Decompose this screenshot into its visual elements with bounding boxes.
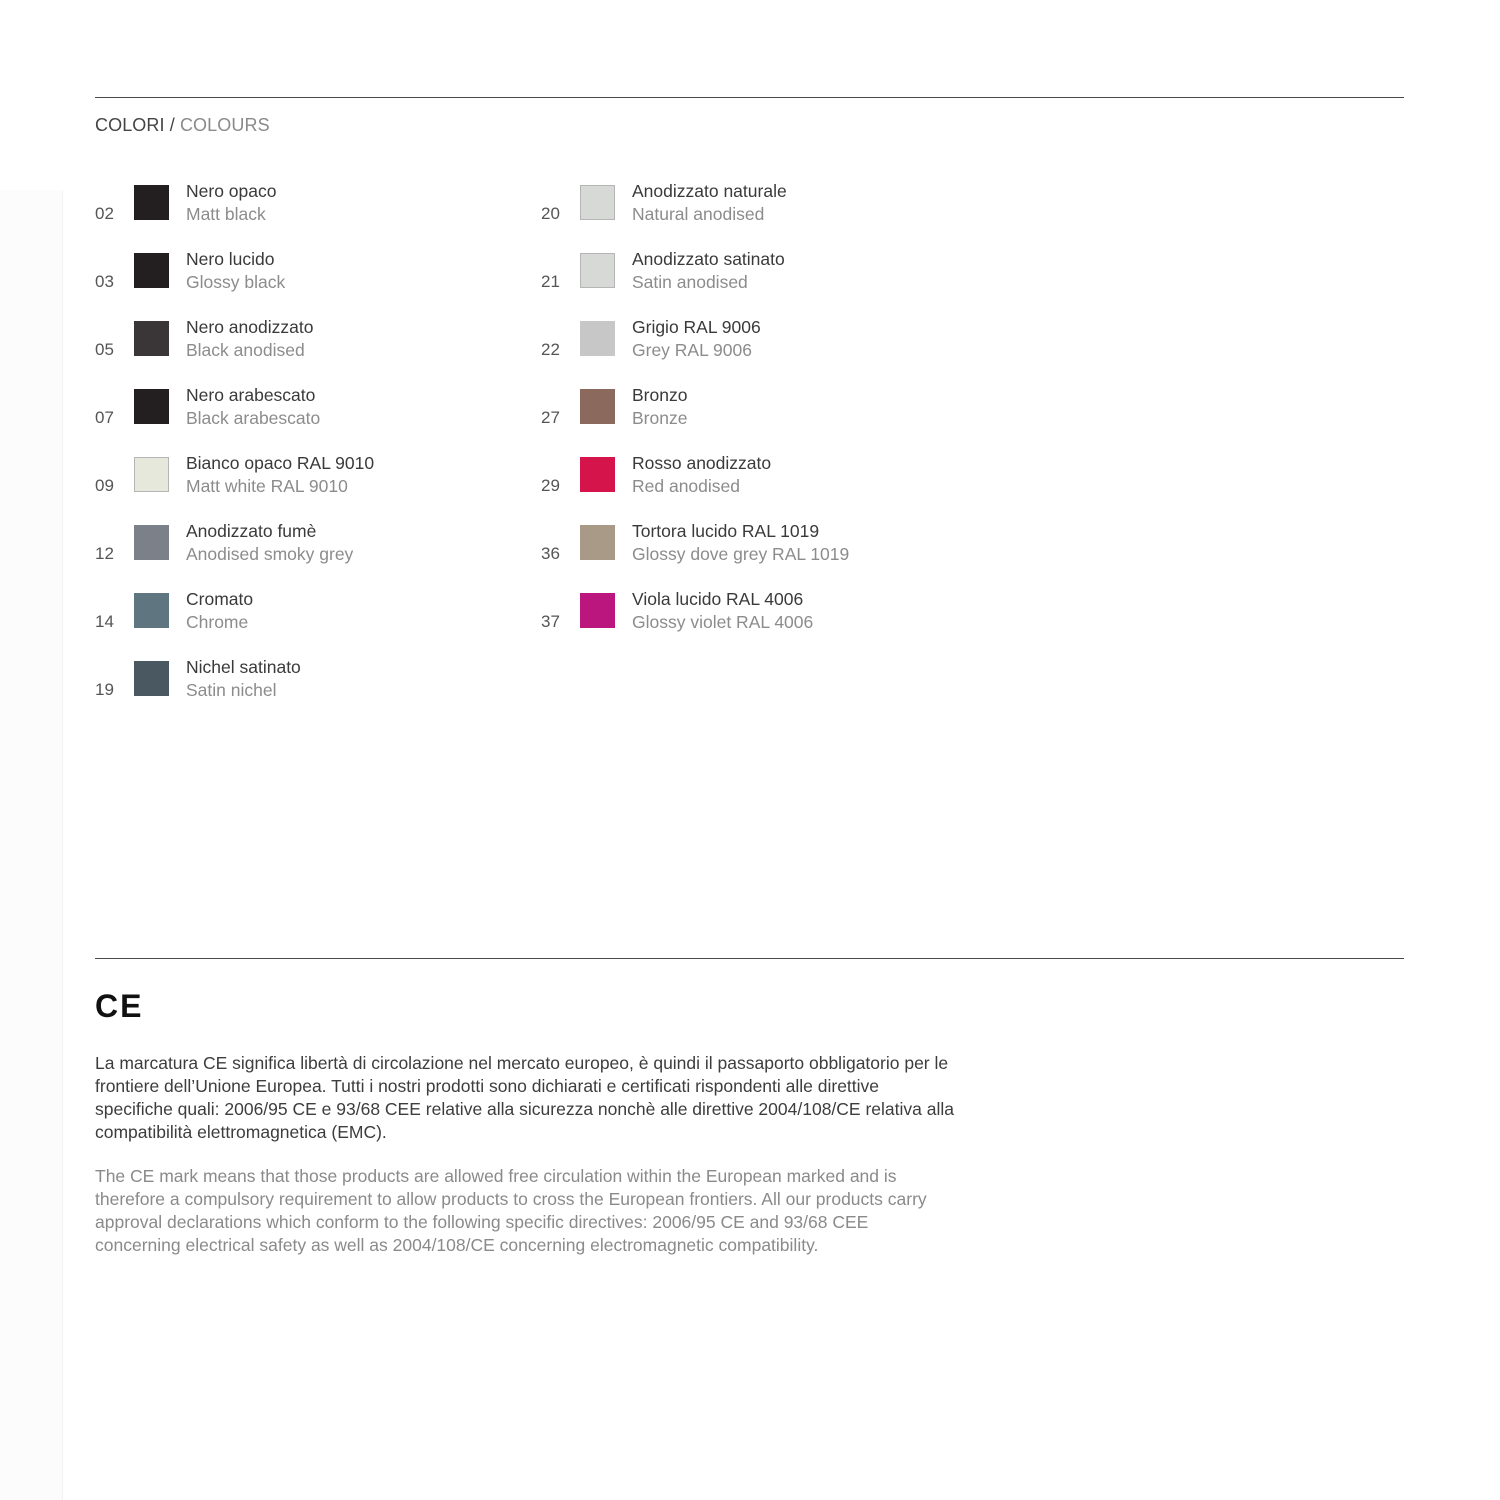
color-name-italian: Anodizzato satinato bbox=[632, 249, 785, 269]
color-name-english: Satin nichel bbox=[186, 680, 277, 700]
color-swatch bbox=[134, 661, 169, 696]
color-code: 20 bbox=[541, 204, 560, 223]
color-item bbox=[95, 316, 515, 384]
ce-description-italian: La marcatura CE significa libertà di circolazione nel mercato europeo, è quindi il passaporto obbligatorio per le frontiere dell’Unione Europea. Tutti i nostri prodotti sono dichiarati e certificati rispondenti alle direttive specifiche quali: 2006/95 CE e 93/68 CEE relative alla sicurezza nonchè alle direttive 2004/108/CE relativa alla compatibilità elettromagnetica (EMC). bbox=[95, 1053, 954, 1142]
color-name-italian: Nero arabescato bbox=[186, 385, 316, 405]
color-item bbox=[541, 452, 961, 520]
color-code: 27 bbox=[541, 408, 560, 427]
color-code: 03 bbox=[95, 272, 114, 291]
color-swatch bbox=[580, 321, 615, 356]
color-name-english: Black arabescato bbox=[186, 408, 321, 428]
color-item bbox=[541, 316, 961, 384]
color-swatch bbox=[134, 593, 169, 628]
color-code: 19 bbox=[95, 680, 114, 699]
color-swatch bbox=[580, 593, 615, 628]
color-name-english: Red anodised bbox=[632, 476, 740, 496]
color-name-english: Grey RAL 9006 bbox=[632, 340, 752, 360]
color-name-english: Anodised smoky grey bbox=[186, 544, 354, 564]
color-item bbox=[95, 452, 515, 520]
color-code: 07 bbox=[95, 408, 114, 427]
color-swatch bbox=[134, 457, 169, 492]
color-list-left bbox=[95, 180, 515, 724]
color-name-italian: Grigio RAL 9006 bbox=[632, 317, 761, 337]
page-edge-strip bbox=[0, 190, 63, 1500]
color-code: 14 bbox=[95, 612, 114, 631]
color-name-english: Glossy black bbox=[186, 272, 286, 292]
color-name-italian: Bianco opaco RAL 9010 bbox=[186, 453, 375, 473]
color-code: 05 bbox=[95, 340, 114, 359]
color-swatch bbox=[134, 525, 169, 560]
section-title-separator: / bbox=[169, 115, 175, 135]
color-item bbox=[95, 248, 515, 316]
color-code: 22 bbox=[541, 340, 560, 359]
color-item bbox=[541, 588, 961, 656]
color-item bbox=[541, 180, 961, 248]
color-code: 09 bbox=[95, 476, 114, 495]
color-item bbox=[541, 520, 961, 588]
bottom-divider bbox=[95, 958, 1404, 959]
color-swatch bbox=[134, 185, 169, 220]
color-item bbox=[95, 588, 515, 656]
color-code: 21 bbox=[541, 272, 560, 291]
color-item bbox=[95, 180, 515, 248]
color-name-english: Natural anodised bbox=[632, 204, 765, 224]
color-swatch bbox=[580, 525, 615, 560]
color-swatch bbox=[580, 457, 615, 492]
color-name-italian: Nichel satinato bbox=[186, 657, 301, 677]
color-list-right bbox=[541, 180, 961, 656]
color-code: 12 bbox=[95, 544, 114, 563]
color-item bbox=[95, 656, 515, 724]
color-item bbox=[541, 384, 961, 452]
color-item bbox=[95, 520, 515, 588]
color-name-english: Glossy dove grey RAL 1019 bbox=[632, 544, 850, 564]
color-name-italian: Rosso anodizzato bbox=[632, 453, 772, 473]
color-name-english: Black anodised bbox=[186, 340, 305, 360]
color-name-italian: Cromato bbox=[186, 589, 254, 609]
color-swatch bbox=[134, 321, 169, 356]
color-swatch bbox=[580, 389, 615, 424]
color-name-english: Chrome bbox=[186, 612, 249, 632]
section-title bbox=[95, 115, 270, 136]
color-name-english: Satin anodised bbox=[632, 272, 748, 292]
color-name-italian: Nero opaco bbox=[186, 181, 277, 201]
color-item bbox=[541, 248, 961, 316]
color-name-english: Bronze bbox=[632, 408, 688, 428]
color-name-italian: Anodizzato fumè bbox=[186, 521, 317, 541]
top-divider bbox=[95, 97, 1404, 98]
color-swatch bbox=[134, 253, 169, 288]
color-code: 29 bbox=[541, 476, 560, 495]
color-name-italian: Viola lucido RAL 4006 bbox=[632, 589, 804, 609]
color-code: 02 bbox=[95, 204, 114, 223]
color-swatch bbox=[580, 253, 615, 288]
color-name-italian: Tortora lucido RAL 1019 bbox=[632, 521, 820, 541]
section-title-italian: COLORI bbox=[95, 115, 165, 135]
section-title-english: COLOURS bbox=[179, 115, 270, 135]
color-name-italian: Nero lucido bbox=[186, 249, 275, 269]
color-swatch bbox=[134, 389, 169, 424]
color-name-english: Glossy violet RAL 4006 bbox=[632, 612, 814, 632]
color-item bbox=[95, 384, 515, 452]
color-name-english: Matt black bbox=[186, 204, 266, 224]
color-name-english: Matt white RAL 9010 bbox=[186, 476, 348, 496]
color-swatch bbox=[580, 185, 615, 220]
color-name-italian: Anodizzato naturale bbox=[632, 181, 787, 201]
color-name-italian: Nero anodizzato bbox=[186, 317, 314, 337]
color-code: 37 bbox=[541, 612, 560, 631]
ce-description-english: The CE mark means that those products are allowed free circulation within the European marked and is therefore a compulsory requirement to allow products to cross the European frontiers. All our products carry approval declarations which conform to the following specific directives: 2006/95 CE and 93/68 CEE concerning electrical safety as well as 2004/108/CE concerning electromagnetic compatibility. bbox=[95, 1166, 927, 1255]
color-code: 36 bbox=[541, 544, 560, 563]
color-name-italian: Bronzo bbox=[632, 385, 688, 405]
ce-mark-icon: CE bbox=[95, 988, 144, 1024]
